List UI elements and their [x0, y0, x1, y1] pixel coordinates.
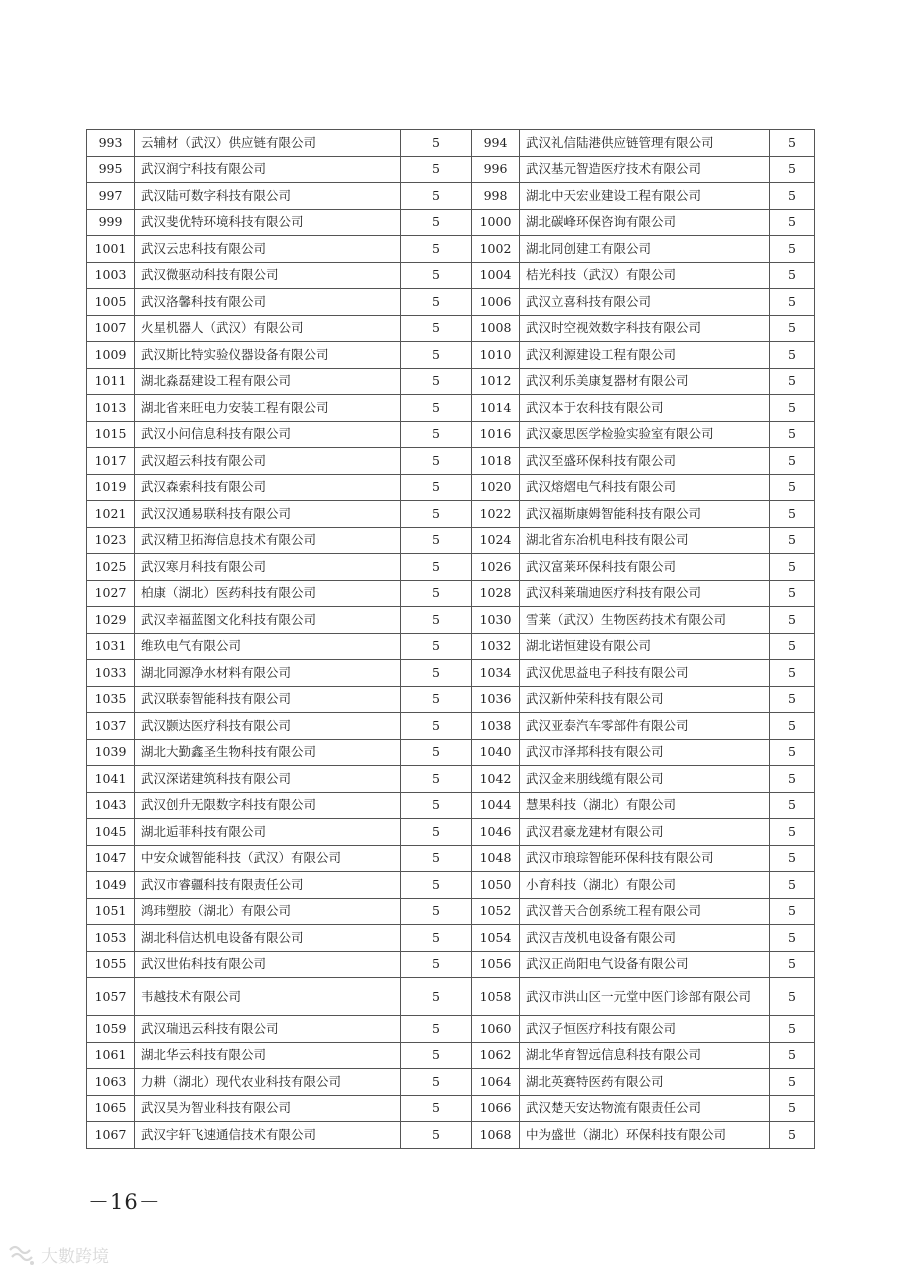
- row-number: 1037: [87, 713, 135, 740]
- table-row: [87, 289, 815, 316]
- company-name: 维玖电气有限公司: [135, 633, 401, 660]
- score: 5: [770, 421, 815, 448]
- score: 5: [770, 527, 815, 554]
- row-number: 1055: [87, 951, 135, 978]
- company-name: 武汉斯比特实验仪器设备有限公司: [135, 342, 401, 369]
- company-name: 湖北省东冶机电科技有限公司: [520, 527, 770, 554]
- row-number: 1056: [472, 951, 520, 978]
- score: 5: [770, 554, 815, 581]
- row-number: 1061: [87, 1042, 135, 1069]
- table-row: [87, 448, 815, 475]
- company-name: 武汉市洪山区一元堂中医门诊部有限公司: [520, 978, 770, 1016]
- company-name: 火星机器人（武汉）有限公司: [135, 315, 401, 342]
- table-row: [87, 554, 815, 581]
- table-row: [87, 713, 815, 740]
- company-name: 武汉熔熠电气科技有限公司: [520, 474, 770, 501]
- company-name: 湖北同创建工有限公司: [520, 236, 770, 263]
- score: 5: [770, 1122, 815, 1149]
- row-number: 1020: [472, 474, 520, 501]
- company-name: 武汉至盛环保科技有限公司: [520, 448, 770, 475]
- company-name: 武汉深诺建筑科技有限公司: [135, 766, 401, 793]
- company-name: 武汉微驱动科技有限公司: [135, 262, 401, 289]
- company-name: 桔光科技（武汉）有限公司: [520, 262, 770, 289]
- table-row: [87, 633, 815, 660]
- row-number: 995: [87, 156, 135, 183]
- row-number: 1008: [472, 315, 520, 342]
- row-number: 1011: [87, 368, 135, 395]
- company-name: 武汉君豪龙建材有限公司: [520, 819, 770, 846]
- company-name: 武汉富莱环保科技有限公司: [520, 554, 770, 581]
- score: 5: [401, 872, 472, 899]
- row-number: 998: [472, 183, 520, 210]
- row-number: 1023: [87, 527, 135, 554]
- company-name: 武汉楚天安达物流有限责任公司: [520, 1095, 770, 1122]
- row-number: 1046: [472, 819, 520, 846]
- table-row: [87, 1069, 815, 1096]
- watermark-logo-icon: [8, 1244, 36, 1266]
- score: 5: [401, 342, 472, 369]
- score: 5: [770, 951, 815, 978]
- table-row: [87, 315, 815, 342]
- table-row: [87, 130, 815, 157]
- row-number: 1051: [87, 898, 135, 925]
- row-number: 1025: [87, 554, 135, 581]
- row-number: 1068: [472, 1122, 520, 1149]
- score: 5: [770, 607, 815, 634]
- company-name: 武汉寒月科技有限公司: [135, 554, 401, 581]
- company-name: 小育科技（湖北）有限公司: [520, 872, 770, 899]
- score: 5: [770, 686, 815, 713]
- table-row: [87, 872, 815, 899]
- score: 5: [401, 845, 472, 872]
- row-number: 1015: [87, 421, 135, 448]
- row-number: 1063: [87, 1069, 135, 1096]
- score: 5: [401, 1095, 472, 1122]
- row-number: 1019: [87, 474, 135, 501]
- row-number: 1045: [87, 819, 135, 846]
- watermark-text: 大數跨境: [41, 1247, 109, 1267]
- company-name: 湖北华育智远信息科技有限公司: [520, 1042, 770, 1069]
- company-name: 武汉精卫拓海信息技术有限公司: [135, 527, 401, 554]
- row-number: 1064: [472, 1069, 520, 1096]
- score: 5: [770, 315, 815, 342]
- table-row: [87, 686, 815, 713]
- company-name: 武汉幸福蓝图文化科技有限公司: [135, 607, 401, 634]
- score: 5: [770, 236, 815, 263]
- table-row: [87, 739, 815, 766]
- row-number: 1052: [472, 898, 520, 925]
- row-number: 1034: [472, 660, 520, 687]
- company-name: 武汉时空视效数字科技有限公司: [520, 315, 770, 342]
- table-row: [87, 209, 815, 236]
- row-number: 1007: [87, 315, 135, 342]
- score: 5: [401, 607, 472, 634]
- score: 5: [770, 448, 815, 475]
- company-name: 湖北大勤鑫圣生物科技有限公司: [135, 739, 401, 766]
- score: 5: [401, 1122, 472, 1149]
- score: 5: [770, 819, 815, 846]
- table-row: [87, 342, 815, 369]
- score: 5: [401, 501, 472, 528]
- company-name: 武汉洛馨科技有限公司: [135, 289, 401, 316]
- company-name: 武汉金来朋线缆有限公司: [520, 766, 770, 793]
- table-body: [87, 130, 815, 1149]
- company-name: 柏康（湖北）医药科技有限公司: [135, 580, 401, 607]
- score: 5: [770, 1016, 815, 1043]
- score: 5: [401, 951, 472, 978]
- row-number: 1062: [472, 1042, 520, 1069]
- company-name: 武汉礼信陆港供应链管理有限公司: [520, 130, 770, 157]
- score: 5: [770, 395, 815, 422]
- company-name: 武汉汉通易联科技有限公司: [135, 501, 401, 528]
- row-number: 1058: [472, 978, 520, 1016]
- score: 5: [401, 289, 472, 316]
- score: 5: [770, 1042, 815, 1069]
- company-name: 武汉普天合创系统工程有限公司: [520, 898, 770, 925]
- row-number: 1017: [87, 448, 135, 475]
- company-name: 湖北华云科技有限公司: [135, 1042, 401, 1069]
- row-number: 1040: [472, 739, 520, 766]
- score: 5: [770, 183, 815, 210]
- table-row: [87, 236, 815, 263]
- watermark: [8, 1242, 109, 1267]
- row-number: 1027: [87, 580, 135, 607]
- score: 5: [401, 262, 472, 289]
- company-name: 武汉科莱瑞迪医疗科技有限公司: [520, 580, 770, 607]
- score: 5: [401, 236, 472, 263]
- table-row: [87, 395, 815, 422]
- score: 5: [770, 739, 815, 766]
- row-number: 1001: [87, 236, 135, 263]
- row-number: 1028: [472, 580, 520, 607]
- row-number: 1005: [87, 289, 135, 316]
- score: 5: [401, 898, 472, 925]
- row-number: 1042: [472, 766, 520, 793]
- row-number: 1012: [472, 368, 520, 395]
- row-number: 1024: [472, 527, 520, 554]
- score: 5: [770, 925, 815, 952]
- company-name: 湖北诺恒建设有限公司: [520, 633, 770, 660]
- company-name: 武汉瑞迅云科技有限公司: [135, 1016, 401, 1043]
- score: 5: [770, 342, 815, 369]
- company-name: 武汉市琅琮智能环保科技有限公司: [520, 845, 770, 872]
- row-number: 1032: [472, 633, 520, 660]
- score: 5: [401, 633, 472, 660]
- row-number: 1044: [472, 792, 520, 819]
- company-name: 湖北中天宏业建设工程有限公司: [520, 183, 770, 210]
- score: 5: [770, 1095, 815, 1122]
- score: 5: [401, 713, 472, 740]
- score: 5: [401, 156, 472, 183]
- table-row: [87, 607, 815, 634]
- score: 5: [770, 580, 815, 607]
- row-number: 1047: [87, 845, 135, 872]
- score: 5: [401, 1016, 472, 1043]
- row-number: 1009: [87, 342, 135, 369]
- row-number: 1014: [472, 395, 520, 422]
- row-number: 1010: [472, 342, 520, 369]
- row-number: 1004: [472, 262, 520, 289]
- company-name: 武汉斐优特环境科技有限公司: [135, 209, 401, 236]
- score: 5: [770, 289, 815, 316]
- score: 5: [401, 739, 472, 766]
- company-name: 武汉福斯康姆智能科技有限公司: [520, 501, 770, 528]
- company-name: 湖北科信达机电设备有限公司: [135, 925, 401, 952]
- table-row: [87, 501, 815, 528]
- score: 5: [401, 925, 472, 952]
- company-name: 力耕（湖北）现代农业科技有限公司: [135, 1069, 401, 1096]
- table-row: [87, 156, 815, 183]
- row-number: 1013: [87, 395, 135, 422]
- company-name: 武汉豪思医学检验实验室有限公司: [520, 421, 770, 448]
- score: 5: [401, 660, 472, 687]
- score: 5: [770, 898, 815, 925]
- score: 5: [770, 766, 815, 793]
- score: 5: [401, 368, 472, 395]
- table-row: [87, 845, 815, 872]
- company-name: 中安众诚智能科技（武汉）有限公司: [135, 845, 401, 872]
- row-number: 1030: [472, 607, 520, 634]
- score: 5: [401, 421, 472, 448]
- row-number: 1043: [87, 792, 135, 819]
- score: 5: [770, 156, 815, 183]
- row-number: 993: [87, 130, 135, 157]
- company-name: 武汉吉茂机电设备有限公司: [520, 925, 770, 952]
- table-row: [87, 978, 815, 1016]
- score: 5: [770, 501, 815, 528]
- score: 5: [401, 474, 472, 501]
- score: 5: [401, 1042, 472, 1069]
- score: 5: [770, 633, 815, 660]
- company-name: 湖北逅菲科技有限公司: [135, 819, 401, 846]
- score: 5: [770, 1069, 815, 1096]
- row-number: 1066: [472, 1095, 520, 1122]
- row-number: 1031: [87, 633, 135, 660]
- company-name: 湖北碳峰环保咨询有限公司: [520, 209, 770, 236]
- row-number: 997: [87, 183, 135, 210]
- company-name: 武汉超云科技有限公司: [135, 448, 401, 475]
- score: 5: [401, 315, 472, 342]
- table-row: [87, 925, 815, 952]
- table-row: [87, 421, 815, 448]
- row-number: 1067: [87, 1122, 135, 1149]
- company-name: 韦越技术有限公司: [135, 978, 401, 1016]
- company-name: 武汉陆可数字科技有限公司: [135, 183, 401, 210]
- company-name: 武汉优思益电子科技有限公司: [520, 660, 770, 687]
- company-name: 武汉昊为智业科技有限公司: [135, 1095, 401, 1122]
- table-row: [87, 580, 815, 607]
- score: 5: [401, 183, 472, 210]
- company-name: 武汉本于农科技有限公司: [520, 395, 770, 422]
- row-number: 1026: [472, 554, 520, 581]
- score: 5: [770, 845, 815, 872]
- company-name: 武汉新仲荣科技有限公司: [520, 686, 770, 713]
- row-number: 1033: [87, 660, 135, 687]
- company-name: 武汉颢达医疗科技有限公司: [135, 713, 401, 740]
- row-number: 1006: [472, 289, 520, 316]
- company-name: 武汉利乐美康复器材有限公司: [520, 368, 770, 395]
- page-number: －16－: [88, 1190, 161, 1214]
- score: 5: [401, 819, 472, 846]
- row-number: 996: [472, 156, 520, 183]
- score: 5: [401, 686, 472, 713]
- row-number: 1059: [87, 1016, 135, 1043]
- company-name: 鸿玮塑胶（湖北）有限公司: [135, 898, 401, 925]
- table-row: [87, 660, 815, 687]
- company-name: 武汉利源建设工程有限公司: [520, 342, 770, 369]
- row-number: 1041: [87, 766, 135, 793]
- row-number: 1050: [472, 872, 520, 899]
- company-name: 湖北同源净水材料有限公司: [135, 660, 401, 687]
- company-name: 武汉森索科技有限公司: [135, 474, 401, 501]
- score: 5: [770, 713, 815, 740]
- company-name: 湖北淼磊建设工程有限公司: [135, 368, 401, 395]
- row-number: 1018: [472, 448, 520, 475]
- row-number: 1038: [472, 713, 520, 740]
- score: 5: [770, 262, 815, 289]
- score: 5: [770, 130, 815, 157]
- score: 5: [401, 395, 472, 422]
- company-name: 武汉联泰智能科技有限公司: [135, 686, 401, 713]
- company-name: 云辅材（武汉）供应链有限公司: [135, 130, 401, 157]
- score: 5: [770, 792, 815, 819]
- table-row: [87, 766, 815, 793]
- company-name: 湖北英赛特医药有限公司: [520, 1069, 770, 1096]
- company-list-table: [86, 129, 815, 1149]
- table-row: [87, 898, 815, 925]
- row-number: 1057: [87, 978, 135, 1016]
- company-name: 雪莱（武汉）生物医药技术有限公司: [520, 607, 770, 634]
- company-name: 武汉宇轩飞速通信技术有限公司: [135, 1122, 401, 1149]
- row-number: 994: [472, 130, 520, 157]
- company-name: 武汉子恒医疗科技有限公司: [520, 1016, 770, 1043]
- table-row: [87, 1122, 815, 1149]
- table-row: [87, 262, 815, 289]
- table-row: [87, 183, 815, 210]
- company-name: 武汉世佑科技有限公司: [135, 951, 401, 978]
- row-number: 1039: [87, 739, 135, 766]
- table-row: [87, 1016, 815, 1043]
- row-number: 1000: [472, 209, 520, 236]
- score: 5: [401, 209, 472, 236]
- row-number: 1035: [87, 686, 135, 713]
- company-name: 慧果科技（湖北）有限公司: [520, 792, 770, 819]
- row-number: 1048: [472, 845, 520, 872]
- row-number: 1060: [472, 1016, 520, 1043]
- company-name: 湖北省来旺电力安装工程有限公司: [135, 395, 401, 422]
- company-name: 中为盛世（湖北）环保科技有限公司: [520, 1122, 770, 1149]
- table-row: [87, 368, 815, 395]
- row-number: 1029: [87, 607, 135, 634]
- score: 5: [770, 474, 815, 501]
- table-row: [87, 819, 815, 846]
- row-number: 1003: [87, 262, 135, 289]
- company-name: 武汉基元智造医疗技术有限公司: [520, 156, 770, 183]
- table-row: [87, 792, 815, 819]
- score: 5: [401, 580, 472, 607]
- row-number: 1002: [472, 236, 520, 263]
- row-number: 999: [87, 209, 135, 236]
- company-name: 武汉正尚阳电气设备有限公司: [520, 951, 770, 978]
- row-number: 1036: [472, 686, 520, 713]
- row-number: 1021: [87, 501, 135, 528]
- score: 5: [770, 368, 815, 395]
- company-name: 武汉云忠科技有限公司: [135, 236, 401, 263]
- score: 5: [770, 872, 815, 899]
- score: 5: [401, 1069, 472, 1096]
- score: 5: [401, 554, 472, 581]
- company-name: 武汉立喜科技有限公司: [520, 289, 770, 316]
- company-name: 武汉市泽邦科技有限公司: [520, 739, 770, 766]
- score: 5: [401, 766, 472, 793]
- score: 5: [401, 130, 472, 157]
- score: 5: [401, 448, 472, 475]
- score: 5: [401, 527, 472, 554]
- company-name: 武汉市睿疆科技有限责任公司: [135, 872, 401, 899]
- table-row: [87, 474, 815, 501]
- row-number: 1054: [472, 925, 520, 952]
- row-number: 1022: [472, 501, 520, 528]
- row-number: 1065: [87, 1095, 135, 1122]
- company-name: 武汉亚泰汽车零部件有限公司: [520, 713, 770, 740]
- table-row: [87, 1095, 815, 1122]
- score: 5: [770, 209, 815, 236]
- score: 5: [770, 978, 815, 1016]
- company-name: 武汉润宁科技有限公司: [135, 156, 401, 183]
- row-number: 1053: [87, 925, 135, 952]
- table-row: [87, 1042, 815, 1069]
- table-row: [87, 951, 815, 978]
- score: 5: [401, 978, 472, 1016]
- score: 5: [401, 792, 472, 819]
- score: 5: [770, 660, 815, 687]
- row-number: 1016: [472, 421, 520, 448]
- company-name: 武汉小问信息科技有限公司: [135, 421, 401, 448]
- company-name: 武汉创升无限数字科技有限公司: [135, 792, 401, 819]
- table-row: [87, 527, 815, 554]
- row-number: 1049: [87, 872, 135, 899]
